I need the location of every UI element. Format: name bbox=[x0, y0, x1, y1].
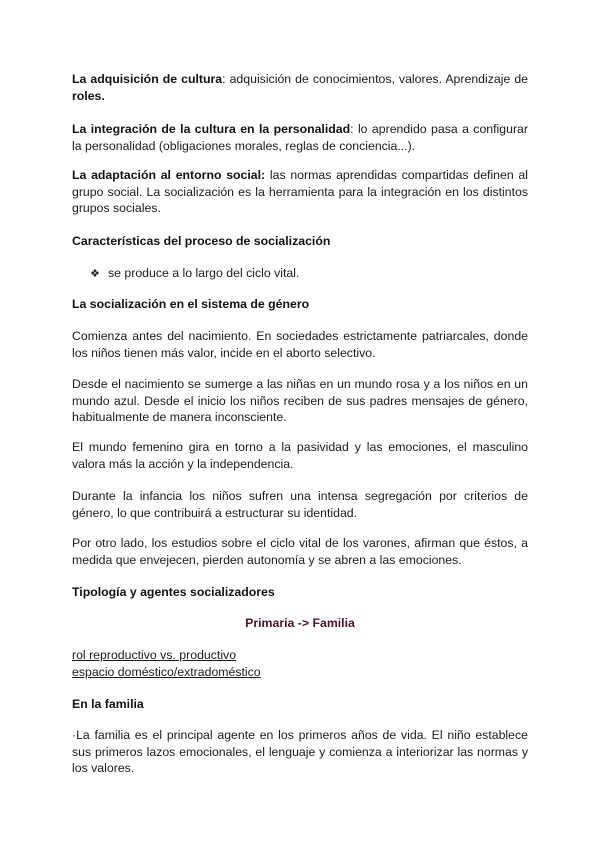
paragraph-integracion bbox=[72, 121, 528, 154]
term-adaptacion: La adaptación al entorno social: bbox=[72, 168, 266, 182]
paragraph-comienza: Comienza antes del nacimiento. En sociedades estrictamente patriarcales, donde los niños tienen más valor, incide en el aborto selectivo. bbox=[72, 329, 528, 360]
paragraph-adquisicion bbox=[72, 71, 528, 104]
heading-caracteristicas: Características del proceso de socialización bbox=[72, 234, 331, 248]
definition-integracion: : lo aprendido pasa a configurar la personalidad (obligaciones morales, reglas de conciencia...). bbox=[72, 122, 528, 153]
heading-tipologia: Tipología y agentes socializadores bbox=[72, 585, 275, 599]
primaria-familia-title: Primaria -> Familia bbox=[245, 616, 355, 630]
paragraph-adaptacion bbox=[72, 167, 528, 217]
paragraph-familia: ·La familia es el principal agente en los primeros años de vida. El niño establece sus primeros lazos emocionales, el lenguaje y comienza a interiorizar las normas y los valores. bbox=[72, 728, 528, 775]
term-integracion: La integración de la cultura en la personalidad bbox=[72, 122, 351, 136]
diamond-bullet-icon: ❖ bbox=[90, 268, 100, 280]
paragraph-desde: Desde el nacimiento se sumerge a las niñas en un mundo rosa y a los niños en un mundo azul. Desde el inicio los niños reciben de sus padres mensajes de género, habitualmente de manera inconsciente. bbox=[72, 377, 528, 424]
underlined-item-espacio: espacio doméstico/extradoméstico bbox=[72, 664, 261, 679]
heading-genero: La socialización en el sistema de género bbox=[72, 297, 310, 311]
underlined-item-rol: rol reproductivo vs. productivo bbox=[72, 648, 237, 662]
paragraph-mundo: El mundo femenino gira en torno a la pasividad y las emociones, el masculino valora más la acción y la independencia. bbox=[72, 440, 528, 471]
bullet-item bbox=[90, 265, 520, 283]
term-adquisicion: La adquisición de cultura bbox=[72, 72, 223, 86]
underlined-list bbox=[72, 647, 528, 680]
heading-familia: En la familia bbox=[72, 697, 144, 711]
definition-adaptacion: las normas aprendidas compartidas definen al grupo social. La socialización es la herramienta para la integración en los distintos grupos sociales. bbox=[72, 168, 528, 215]
bullet-text: se produce a lo largo del ciclo vital. bbox=[108, 266, 300, 280]
term-roles: roles. bbox=[72, 88, 105, 103]
paragraph-otro-lado: Por otro lado, los estudios sobre el ciclo vital de los varones, afirman que éstos, a medida que envejecen, pierden autonomía y se abren a las emociones. bbox=[72, 536, 528, 567]
paragraph-durante: Durante la infancia los niños sufren una intensa segregación por criterios de género, lo que contribuirá a estructurar su identidad. bbox=[72, 489, 528, 520]
definition-adquisicion: : adquisición de conocimientos, valores. Aprendizaje de bbox=[222, 72, 528, 86]
